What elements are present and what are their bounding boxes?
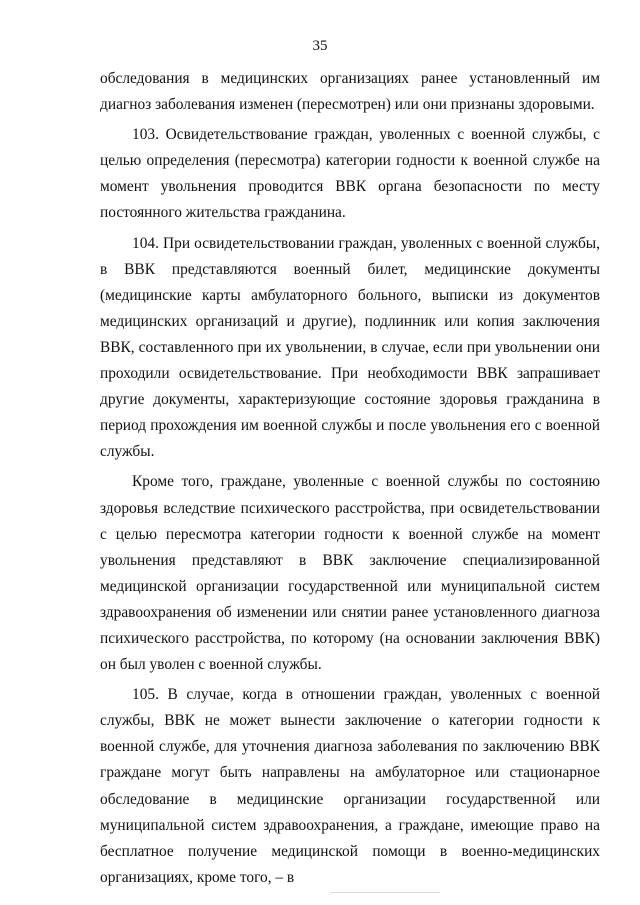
paragraph-104-addendum: Кроме того, граждане, уволенные с военной службы по состоянию здоровья вследствие психического расстройства, при освидетельствовании с целью пересмотра категории годности к военной службе на момент увольнения представляют в ВВК заключение специализированной медицинской организации государственной или муниципальной систем здравоохранения об изменении или снятии ранее установленного диагноза психического расстройства, по которому (на основании заключения ВВК) он был уволен с военной службы. (100, 473, 600, 674)
document-body (100, 66, 600, 891)
paragraph-continuation: обследования в медицинских организациях ранее установленный им диагноз заболевания изменен (пересмотрен) или они признаны здоровыми. (100, 70, 600, 114)
paragraph-104: 104. При освидетельствовании граждан, уволенных с военной службы, в ВВК представляются военный билет, медицинские документы (медицинские карты амбулаторного больного, выписки из документов медицинских организаций и другие), подлинник или копия заключения ВВК, составленного при их увольнении, в случае, если при увольнении они проходили освидетельствование. При необходимости ВВК запрашивает другие документы, характеризующие состояние здоровья гражданина в период прохождения им военной службы и после увольнения его с военной службы. (100, 234, 600, 461)
paragraph-105: 105. В случае, когда в отношении граждан, уволенных с военной службы, ВВК не может вынести заключение о категории годности к военной службе, для уточнения диагноза заболевания по заключению ВВК граждане могут быть направлены на амбулаторное или стационарное обследование в медицинские организации государственной или муниципальной систем здравоохранения, а граждане, имеющие право на бесплатное получение медицинской помощи в военно-медицинских организациях, кроме того, – в (100, 686, 600, 886)
page-number: 35 (312, 38, 328, 54)
scan-artifact-line (330, 892, 440, 893)
paragraph-103: 103. Освидетельствование граждан, уволенных с военной службы, с целью определения (пересмотра) категории годности к военной службе на момент увольнения проводится ВВК органа безопасности по месту постоянного жительства гражданина. (100, 126, 600, 222)
